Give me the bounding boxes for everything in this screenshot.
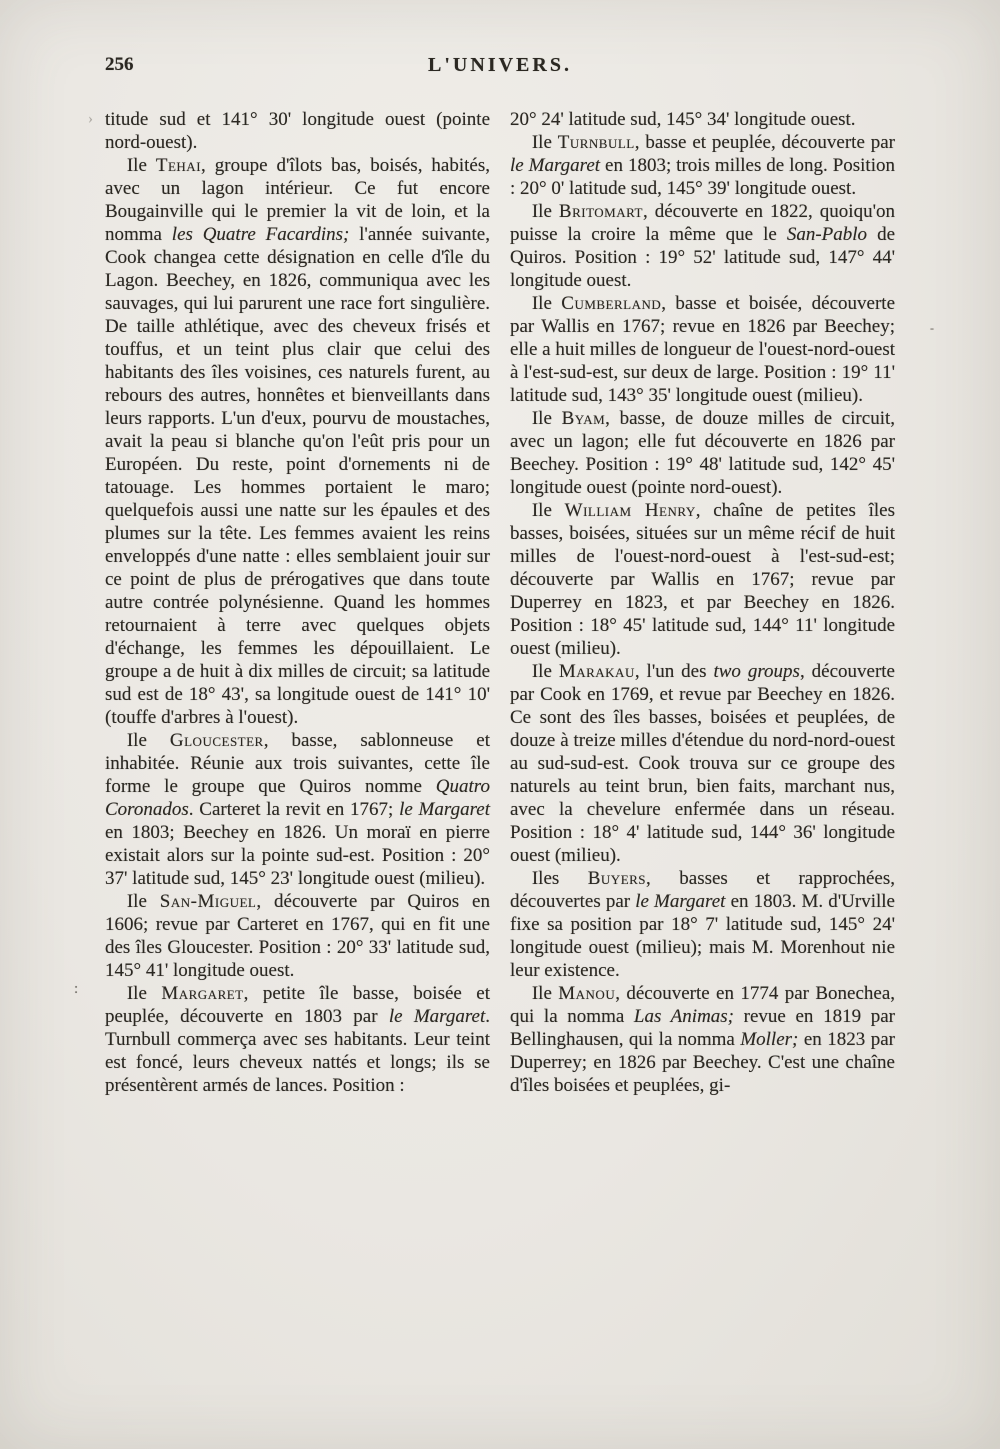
island-name: William Henry [564,500,696,521]
island-name: Tehai [155,155,202,176]
text-segment: Ile [531,500,565,521]
text-segment: en 1803; Beechey en 1826. Un moraï en pierre existait alors sur la pointe sud-est. Position : 20° 37' latitude sud, 145° 23' longitude ouest (milieu). [105,822,490,889]
text-segment: , basse et peuplée, découverte par [634,132,895,153]
text-segment: Ile [531,983,559,1004]
italic-text: Las Animas; [633,1006,735,1027]
text-segment: Ile [126,983,162,1004]
text-segment: , l'un des [634,661,714,682]
paragraph [105,890,490,982]
paragraph [105,982,490,1097]
text-segment: , découverte par Cook en 1769, et revue par Beechey en 1826. Ce sont des îles basses, boisées et peuplées, de douze à treize milles d'étendue du nord-nord-ouest au sud-sud-est. Cook trouva sur ce groupe des naturels au teint brun, bien faits, marchant nus, avec la chevelure enfermée dans un réseau. Position : 18° 4' latitude sud, 144° 36' longitude ouest (milieu). [510,661,895,866]
text-segment: , chaîne de petites îles basses, boisées, situées sur un même récif de huit milles de l'ouest-nord-ouest à l'est-sud-est; découverte par Wallis en 1767; revue par Duperrey en 1823, et par Beechey en 1826. Position : 18° 45' latitude sud, 144° 11' longitude ouest (milieu). [510,500,895,659]
island-name: Buyers [587,868,647,889]
text-segment: Ile [531,132,558,153]
italic-text: two groups [713,661,800,682]
island-name: Gloucester [169,730,264,751]
island-name: San-Miguel [159,891,257,912]
island-name: Turnbull [557,132,635,153]
scan-artifact: - [930,321,934,335]
text-segment: , groupe d'îlots bas, boisés, habités, avec un lagon intérieur. Ce fut encore Bougainville qui le premier la vit de loin, et la nomma [105,155,490,245]
right-column [510,108,895,1097]
text-segment: , basse, sablonneuse et inhabitée. Réunie aux trois suivantes, cette île forme le groupe que Quiros nomme [105,730,490,797]
paragraph [105,154,490,729]
island-name: Margaret [161,983,244,1004]
paragraph [510,292,895,407]
text-segment: titude sud et 141° 30' longitude ouest (pointe nord-ouest). [105,109,490,153]
page-number: 256 [105,54,134,75]
paragraph [510,131,895,200]
italic-text: le Margaret [399,799,490,820]
text-segment: , découverte en 1774 par Bonechea, qui la nomma [510,983,896,1027]
italic-text: Quatro Coronados [105,776,490,820]
text-segment: en 1803; trois milles de long. Position : 20° 0' latitude sud, 145° 39' longitude ouest. [510,155,895,199]
paragraph [510,867,895,982]
paragraph [510,407,895,499]
paragraph [510,499,895,660]
text-segment: , découverte en 1822, quoiqu'on puisse la croire la même que le [510,201,895,245]
text-segment: , petite île basse, boisée et peuplée, découverte en 1803 par [105,983,490,1027]
text-segment: . Carteret la revit en 1767; [188,799,400,820]
italic-text: le Margaret [635,891,726,912]
italic-text: les Quatre Facardins; [171,224,350,245]
text-segment: Ile [531,408,562,429]
running-title: L'UNIVERS. [428,54,572,76]
paragraph [105,729,490,890]
italic-text: le Margaret [510,155,601,176]
text-segment: , découverte par Quiros en 1606; revue par Carteret en 1767, qui en fit une des îles Gloucester. Position : 20° 33' latitude sud, 145° 41' longitude ouest. [105,891,490,981]
text-segment: , basses et rapprochées, découvertes par [510,868,895,912]
italic-text: Moller; [740,1029,799,1050]
text-segment: 20° 24' latitude sud, 145° 34' longitude ouest. [510,109,856,130]
text-segment: en 1803. M. d'Urville fixe sa position par 18° 7' latitude sud, 145° 24' longitude ouest (milieu); mais M. Morenhout nie leur existence. [510,891,895,981]
text-segment: Ile [531,293,562,314]
island-name: Cumberland [561,293,662,314]
paragraph [510,982,895,1097]
text-segment: en 1823 par Duperrey; en 1826 par Beechey. C'est une chaîne d'îles boisées et peuplées, gi- [510,1029,895,1096]
paragraph [510,660,895,867]
island-name: Manou [558,983,616,1004]
text-segment: Ile [126,891,160,912]
italic-text: San-Pablo [786,224,868,245]
text-segment: , basse, de douze milles de circuit, avec un lagon; elle fut découverte en 1826 par Beechey. Position : 19° 48' latitude sud, 142° 45' longitude ouest (pointe nord-ouest). [510,408,895,498]
page-body [105,108,895,1097]
island-name: Britomart [558,201,643,222]
island-name: Marakau [558,661,635,682]
text-segment: Ile [126,730,170,751]
text-segment: de Quiros. Position : 19° 52' latitude sud, 147° 44' longitude ouest. [510,224,896,291]
paragraph [105,108,490,154]
left-column [105,108,490,1097]
page-header [105,54,895,80]
text-segment: . Turnbull commerça avec ses habitants. Leur teint est foncé, leurs cheveux nattés et longs; ils se présentèrent armés de lances. Position : [105,1006,490,1096]
paragraph [510,108,895,131]
text-segment: , basse et boisée, découverte par Wallis en 1767; revue en 1826 par Beechey; elle a huit milles de longueur de l'ouest-nord-ouest à l'est-sud-est, sur deux de large. Position : 19° 11' latitude sud, 143° 35' longitude ouest (milieu). [510,293,895,406]
scan-artifact: : [74,981,79,997]
text-segment: Ile [531,201,559,222]
italic-text: le Margaret [388,1006,486,1027]
text-segment: Ile [531,661,559,682]
island-name: Byam [561,408,606,429]
text-segment: revue en 1819 par Bellinghausen, qui la nomma [510,1006,895,1050]
scan-artifact: › [88,111,93,127]
paragraph [510,200,895,292]
text-segment: Ile [126,155,156,176]
text-segment: Iles [531,868,588,889]
text-segment: l'année suivante, Cook changea cette désignation en celle d'île du Lagon. Beechey, en 1826, communiqua avec les sauvages, qui lui parurent une race fort singulière. De taille athlétique, avec des cheveux frisés et touffus, et un teint plus clair que celui des habitants des îles voisines, ces naturels furent, au rebours des autres, honnêtes et bienveillants dans leurs rapports. L'un d'eux, pourvu de moustaches, avait la peau si blanche qu'on l'eût pris pour un Européen. Du reste, point d'ornements ni de tatouage. Les hommes portaient le maro; quelquefois aussi une natte sur les épaules et des plumes sur la tête. Les femmes avaient les reins enveloppés d'une natte : elles semblaient jouir sur ce point de plus de prérogatives que dans toute autre contrée polynésienne. Quand les hommes retournaient à terre avec quelques objets d'échange, les femmes les dépouillaient. Le groupe a de huit à dix milles de circuit; sa latitude sud est de 18° 43', sa longitude ouest de 141° 10' (touffe d'arbres à l'ouest). [105,224,490,728]
